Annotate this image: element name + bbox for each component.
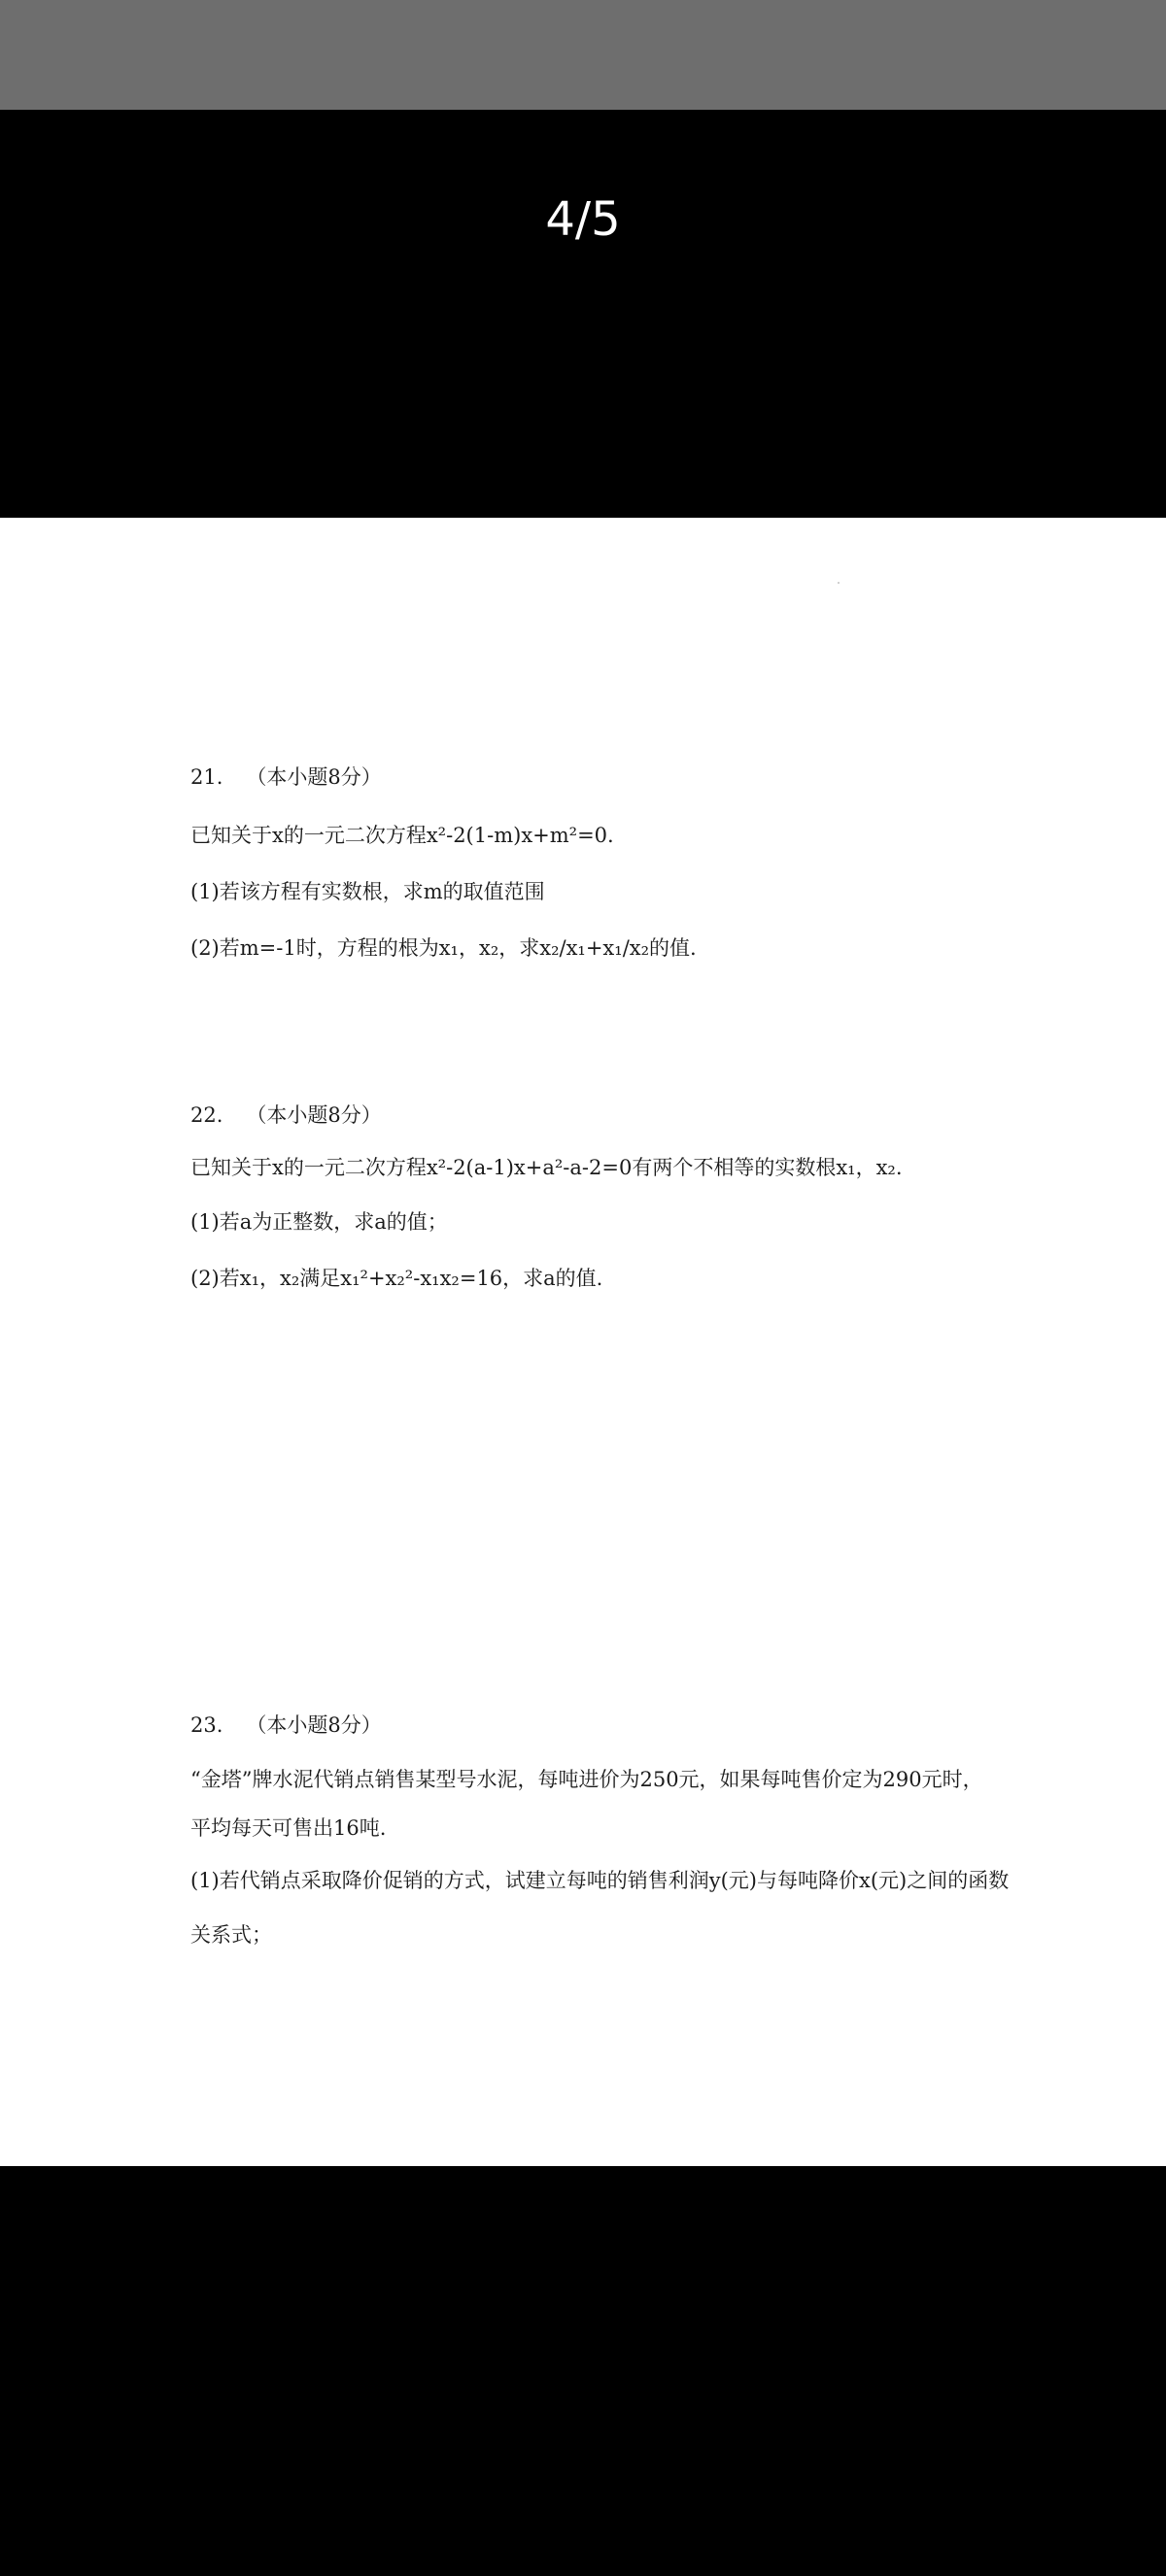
- question-score-tag: （本小题8分）: [246, 1103, 382, 1127]
- document-page[interactable]: [0, 518, 1166, 2166]
- question-21-header: [190, 763, 382, 792]
- question-number: 22.: [190, 1103, 223, 1127]
- viewer-header: [0, 110, 1166, 518]
- question-22-part-2: (2)若x₁，x₂满足x₁²+x₂²-x₁x₂=16，求a的值.: [190, 1267, 603, 1290]
- page-indicator: 4/5: [545, 192, 621, 247]
- question-number: 23.: [190, 1713, 223, 1737]
- question-21-stem: 已知关于x的一元二次方程x²-2(1-m)x+m²=0.: [190, 824, 614, 847]
- scan-speck: [838, 582, 840, 584]
- question-23-header: [190, 1711, 382, 1740]
- question-score-tag: （本小题8分）: [246, 1713, 382, 1737]
- question-23-part-1-line-1: (1)若代销点采取降价促销的方式，试建立每吨的销售利润y(元)与每吨降价x(元)之间的函数: [190, 1869, 1010, 1892]
- question-21-part-1: (1)若该方程有实数根，求m的取值范围: [190, 880, 545, 903]
- question-score-tag: （本小题8分）: [246, 765, 382, 789]
- viewer-footer: [0, 2166, 1166, 2576]
- question-23-stem-line-2: 平均每天可售出16吨.: [190, 1816, 387, 1840]
- question-22-stem: 已知关于x的一元二次方程x²-2(a-1)x+a²-a-2=0有两个不相等的实数根x₁，x₂.: [190, 1156, 903, 1179]
- question-23-stem-line-1: “金塔”牌水泥代销点销售某型号水泥，每吨进价为250元，如果每吨售价定为290元时，: [190, 1768, 983, 1791]
- question-23-part-1-line-2: 关系式；: [190, 1923, 272, 1947]
- question-22-part-1: (1)若a为正整数，求a的值；: [190, 1210, 448, 1234]
- question-22-header: [190, 1101, 382, 1130]
- status-bar: [0, 0, 1166, 110]
- question-number: 21.: [190, 765, 223, 789]
- question-21-part-2: (2)若m=-1时，方程的根为x₁，x₂，求x₂/x₁+x₁/x₂的值.: [190, 936, 697, 960]
